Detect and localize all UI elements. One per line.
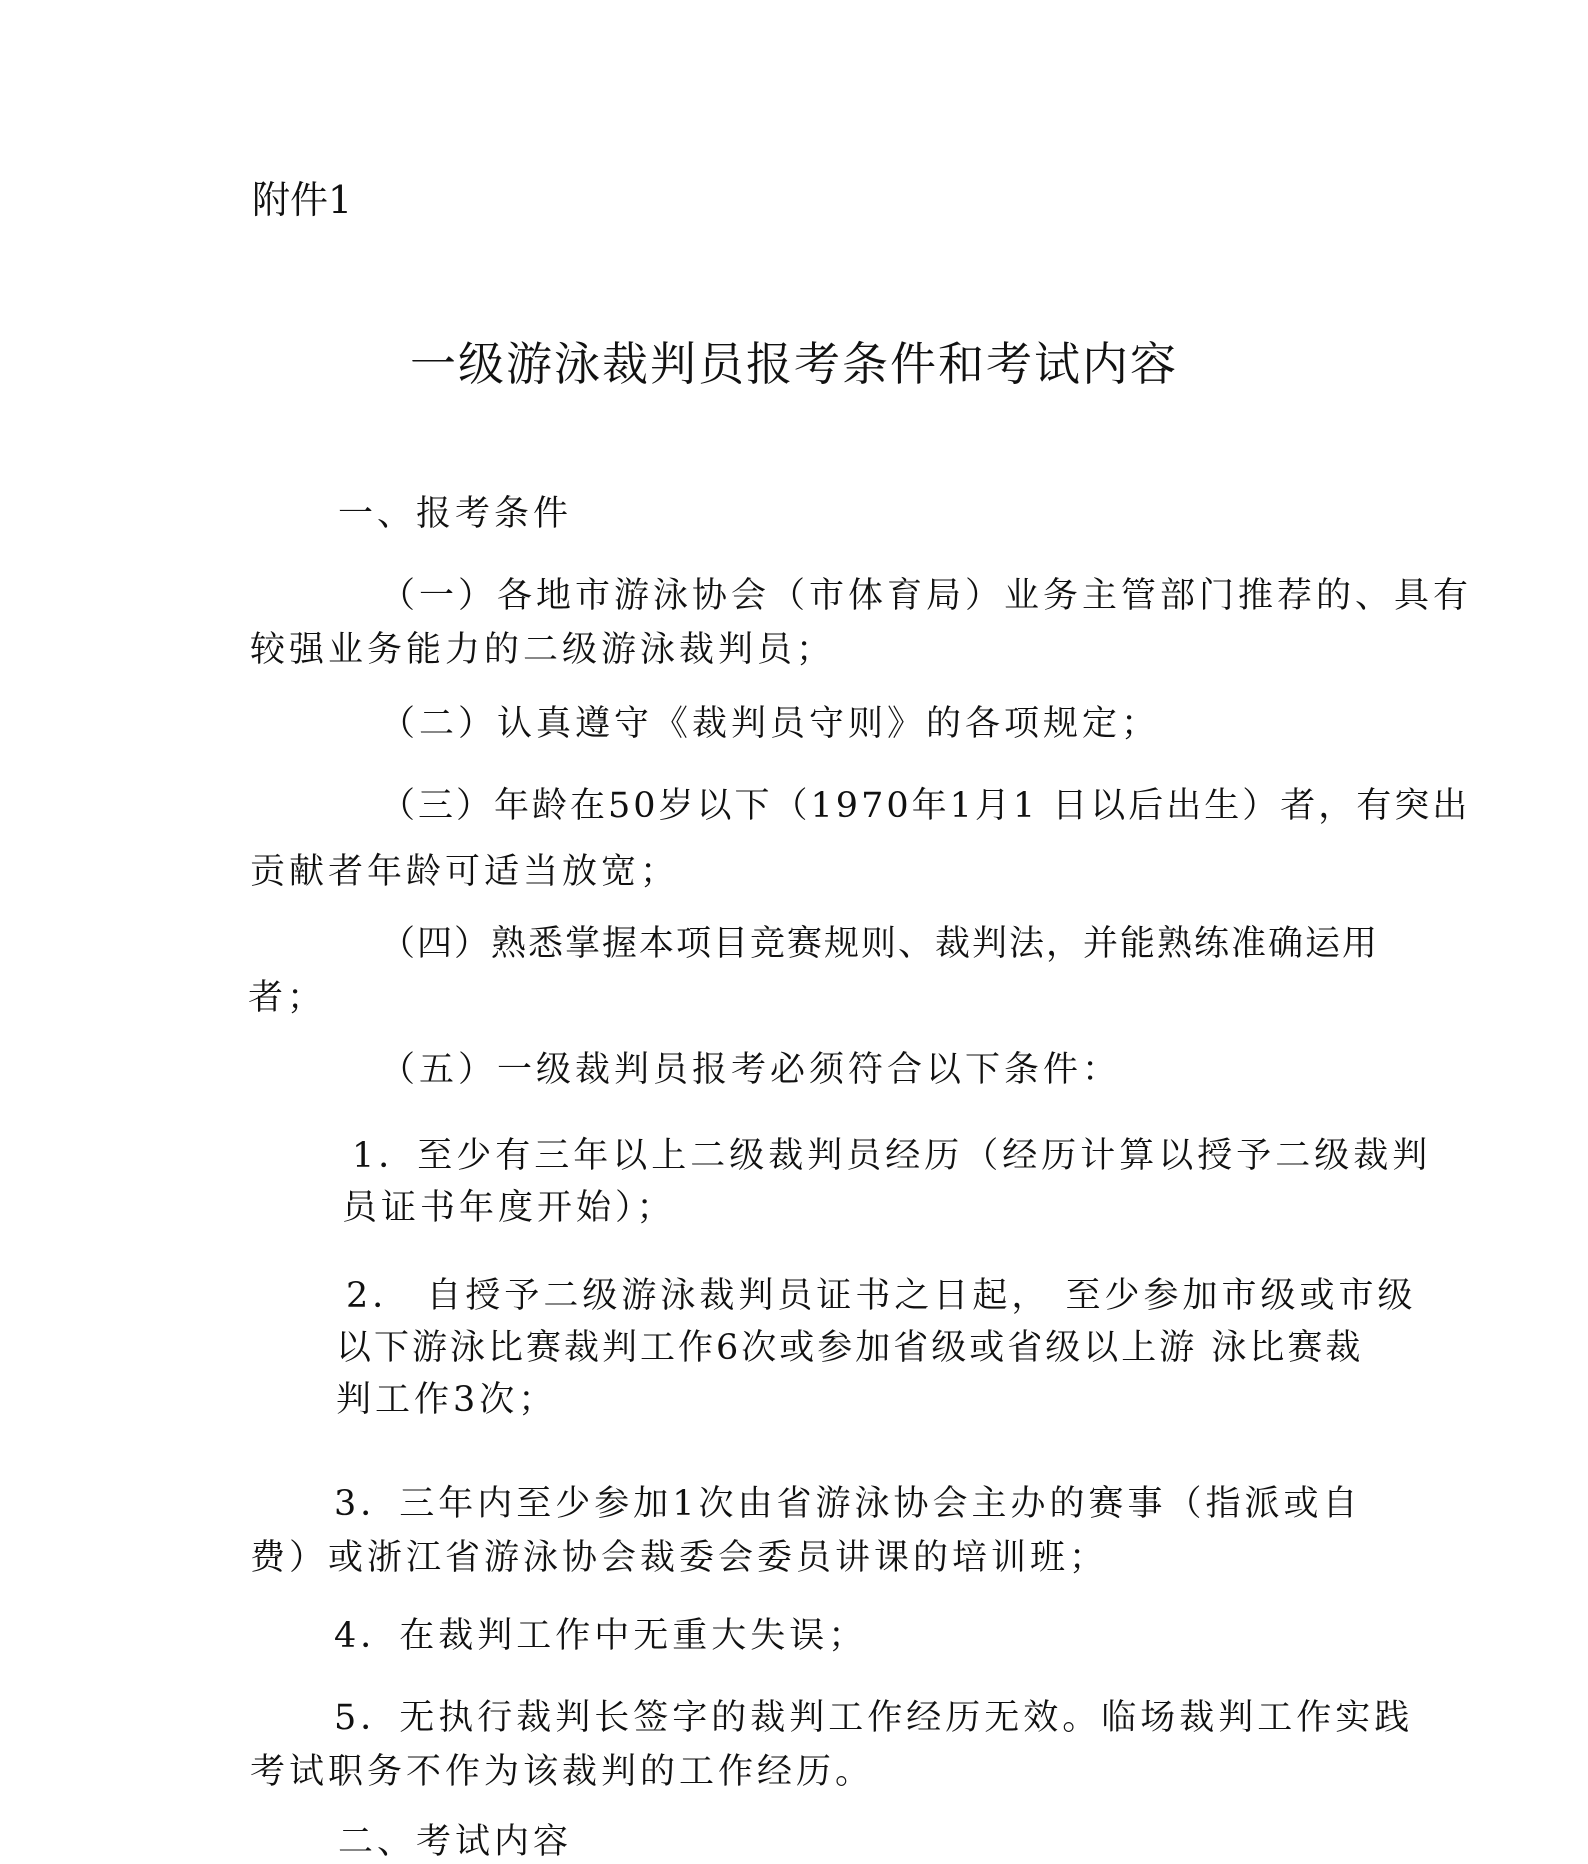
sub-condition-2-line-1: 2． 自授予二级游泳裁判员证书之日起， 至少参加市级或市级 <box>346 1276 1417 1316</box>
sub-condition-5-line-1: 5．无执行裁判长签字的裁判工作经历无效。临场裁判工作实践 <box>334 1698 1414 1738</box>
sub-condition-3-line-2: 费）或浙江省游泳协会裁委会委员讲课的培训班； <box>250 1538 1109 1578</box>
page-title: 一级游泳裁判员报考条件和考试内容 <box>410 337 1178 391</box>
condition-1-line-2: 较强业务能力的二级游泳裁判员； <box>250 630 836 670</box>
condition-5: （五）一级裁判员报考必须符合以下条件： <box>380 1050 1122 1090</box>
section-heading-exam-content: 二、考试内容 <box>338 1822 573 1862</box>
condition-4-line-2: 者； <box>248 978 327 1018</box>
condition-4-line-1: （四）熟悉掌握本项目竞赛规则、裁判法，并能熟练准确运用 <box>380 924 1380 964</box>
sub-condition-4: 4．在裁判工作中无重大失误； <box>334 1616 868 1656</box>
section-heading-requirements: 一、报考条件 <box>338 494 573 534</box>
sub-condition-2-line-2: 以下游泳比赛裁判工作6次或参加省级或省级以上游 泳比赛裁 <box>336 1328 1364 1368</box>
sub-condition-3-line-1: 3．三年内至少参加1次由省游泳协会主办的赛事（指派或自 <box>334 1484 1362 1524</box>
sub-condition-1-line-1: 1．至少有三年以上二级裁判员经历（经历计算以授予二级裁判 <box>352 1136 1432 1176</box>
attachment-label: 附件1 <box>252 178 353 222</box>
condition-3-line-1: （三）年龄在50岁以下（1970年1月1 日以后出生）者，有突出 <box>380 786 1471 826</box>
sub-condition-2-line-3: 判工作3次； <box>336 1380 558 1420</box>
condition-3-line-2: 贡献者年龄可适当放宽； <box>250 852 680 892</box>
condition-2: （二）认真遵守《裁判员守则》的各项规定； <box>380 704 1161 744</box>
sub-condition-5-line-2: 考试职务不作为该裁判的工作经历。 <box>250 1752 875 1792</box>
condition-1-line-1: （一）各地市游泳协会（市体育局）业务主管部门推荐的、具有 <box>380 576 1473 616</box>
sub-condition-1-line-2: 员证书年度开始）； <box>342 1188 676 1228</box>
